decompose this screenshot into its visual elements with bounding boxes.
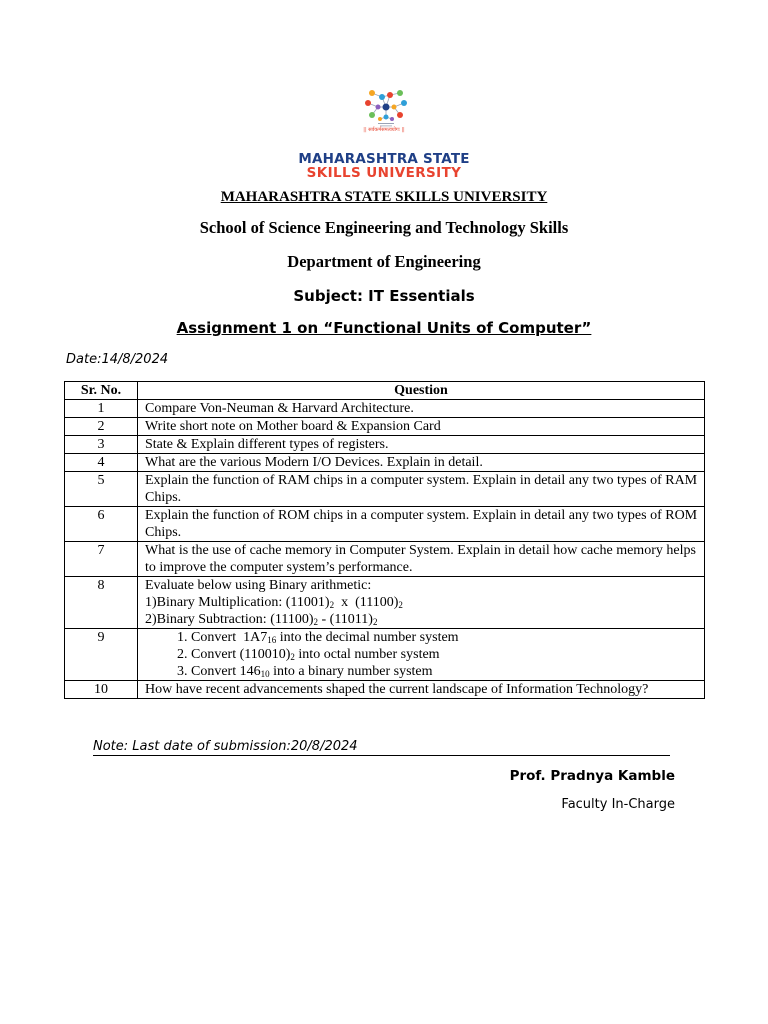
question-cell <box>138 629 705 681</box>
sr-no-cell: 5 <box>65 472 138 507</box>
sr-no-cell: 4 <box>65 454 138 472</box>
column-header-sr-no: Sr. No. <box>65 382 138 400</box>
question-cell: Explain the function of ROM chips in a computer system. Explain in detail any two types of ROM Chips. <box>138 507 705 542</box>
sr-no-cell: 2 <box>65 418 138 436</box>
department-name: Department of Engineering <box>287 252 481 271</box>
question-cell: What is the use of cache memory in Computer System. Explain in detail how cache memory helps to improve the computer system’s performance. <box>138 542 705 577</box>
list-item: 2. Convert $(110010)_2$ into octal number system <box>191 646 698 663</box>
table-row <box>65 436 705 454</box>
question-cell: What are the various Modern I/O Devices. Explain in detail. <box>138 454 705 472</box>
column-header-question: Question <box>138 382 705 400</box>
table-row <box>65 577 705 629</box>
list-item: 1. Convert $1A7_{16}$ into the decimal number system <box>191 629 698 646</box>
sr-no-cell: 10 <box>65 681 138 699</box>
question-cell: How have recent advancements shaped the current landscape of Information Technology? <box>138 681 705 699</box>
logo-text-line2: SKILLS UNIVERSITY <box>306 165 462 181</box>
table-row <box>65 681 705 699</box>
table-header-row <box>65 382 705 400</box>
numbered-list <box>145 629 698 680</box>
question-cell: Write short note on Mother board & Expansion Card <box>138 418 705 436</box>
assignment-date: Date:14/8/2024 <box>66 352 169 367</box>
question-line: 2)Binary Subtraction: $(11100)_2 - (11011)_2$ <box>145 612 378 627</box>
table-row <box>65 542 705 577</box>
table-row <box>65 507 705 542</box>
sr-no-cell: 1 <box>65 400 138 418</box>
university-name: MAHARASHTRA STATE SKILLS UNIVERSITY <box>220 189 548 205</box>
question-table <box>64 381 705 699</box>
faculty-role: Faculty In-Charge <box>561 797 675 812</box>
list-item: 3. Convert $146_{10}$ into a binary number system <box>191 663 698 680</box>
logo-text-line1: MAHARASHTRA STATE <box>298 151 470 167</box>
question-line: 1)Binary Multiplication: $(11001)_2$ x $(11100)_2$ <box>145 595 403 610</box>
logo-motto: || सर्वकर्मसमत्वयोगः || <box>363 127 405 133</box>
question-intro: Evaluate below using Binary arithmetic: <box>145 578 372 593</box>
question-cell: State & Explain different types of registers. <box>138 436 705 454</box>
table-row <box>65 472 705 507</box>
table-row <box>65 454 705 472</box>
sr-no-cell: 6 <box>65 507 138 542</box>
table-row <box>65 400 705 418</box>
table-row <box>65 629 705 681</box>
question-cell: Explain the function of RAM chips in a computer system. Explain in detail any two types of RAM Chips. <box>138 472 705 507</box>
school-name: School of Science Engineering and Technology Skills <box>199 218 569 237</box>
sr-no-cell: 3 <box>65 436 138 454</box>
assignment-title: Assignment 1 on “Functional Units of Computer” <box>176 319 592 337</box>
sr-no-cell: 7 <box>65 542 138 577</box>
faculty-name: Prof. Pradnya Kamble <box>509 768 675 784</box>
subject-title: Subject: IT Essentials <box>293 287 475 305</box>
question-cell: Compare Von-Neuman & Harvard Architecture. <box>138 400 705 418</box>
question-cell <box>138 577 705 629</box>
sr-no-cell: 9 <box>65 629 138 681</box>
submission-note: Note: Last date of submission:20/8/2024 <box>93 739 670 756</box>
table-row <box>65 418 705 436</box>
sr-no-cell: 8 <box>65 577 138 629</box>
